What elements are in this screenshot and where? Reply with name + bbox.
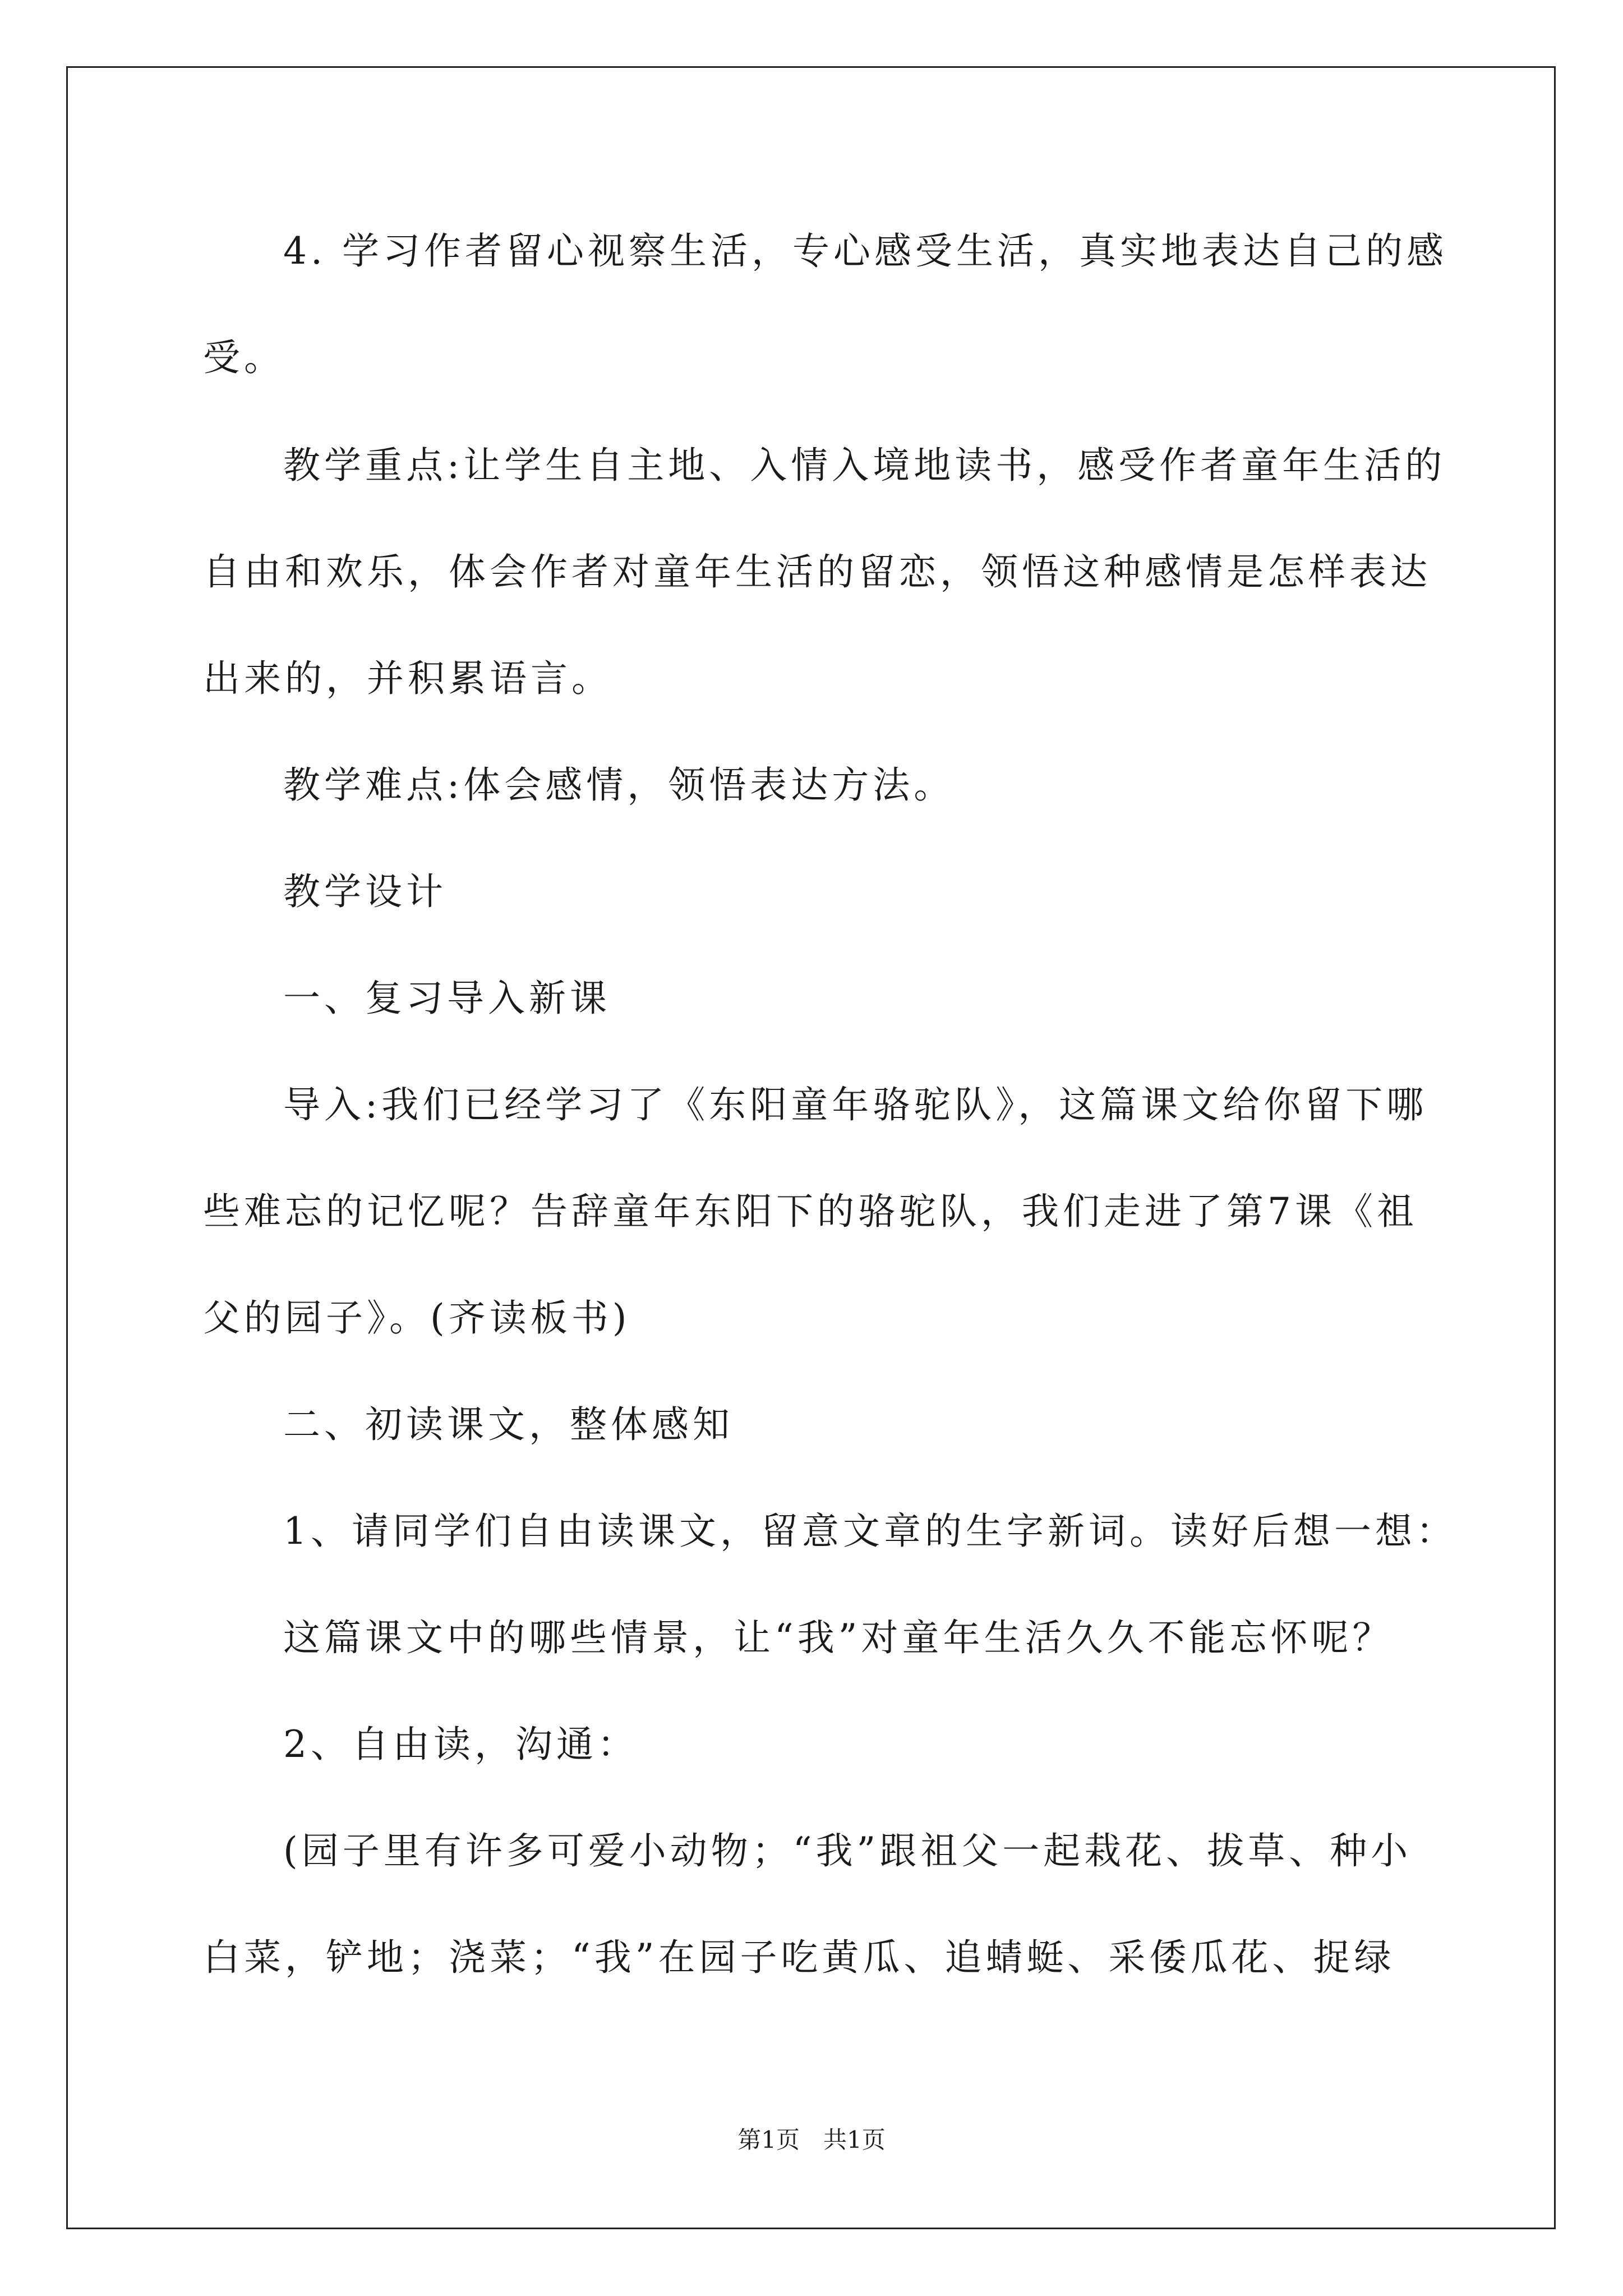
text-line: 2、自由读，沟通： (283, 1723, 638, 1766)
section-heading: 教学设计 (283, 870, 447, 913)
text-line: 受。 (203, 336, 285, 379)
text-line: 自由和欢乐，体会作者对童年生活的留恋，领悟这种感情是怎样表达 (203, 550, 1431, 593)
text-line: 些难忘的记忆呢？告辞童年东阳下的骆驼队，我们走进了第7课《祖 (203, 1190, 1418, 1233)
text-line: 这篇课文中的哪些情景，让“我”对童年生活久久不能忘怀呢？ (283, 1616, 1394, 1659)
text-line: 白菜，铲地；浇菜；“我”在园子吃黄瓜、追蜻蜓、采倭瓜花、捉绿 (203, 1936, 1395, 1979)
text-line: 出来的，并积累语言。 (203, 657, 612, 700)
text-line: 4. 学习作者留心视察生活，专心感受生活，真实地表达自己的感 (283, 229, 1447, 273)
page-frame (66, 66, 1556, 2229)
text-line: 教学难点:体会感情，领悟表达方法。 (283, 763, 955, 807)
text-line: 导入:我们已经学习了《东阳童年骆驼队》，这篇课文给你留下哪 (283, 1083, 1428, 1126)
section-heading: 一、复习导入新课 (283, 977, 611, 1020)
text-line: 1、请同学们自由读课文，留意文章的生字新词。读好后想一想： (283, 1510, 1457, 1553)
section-heading: 二、初读课文，整体感知 (283, 1403, 734, 1446)
text-line: (园子里有许多可爱小动物；“我”跟祖父一起栽花、拔草、种小 (283, 1829, 1412, 1872)
page-footer: 第1页 共1页 (737, 2126, 886, 2154)
text-line: 父的园子》。(齐读板书) (203, 1296, 631, 1340)
text-line: 教学重点:让学生自主地、入情入境地读书，感受作者童年生活的 (283, 444, 1446, 487)
